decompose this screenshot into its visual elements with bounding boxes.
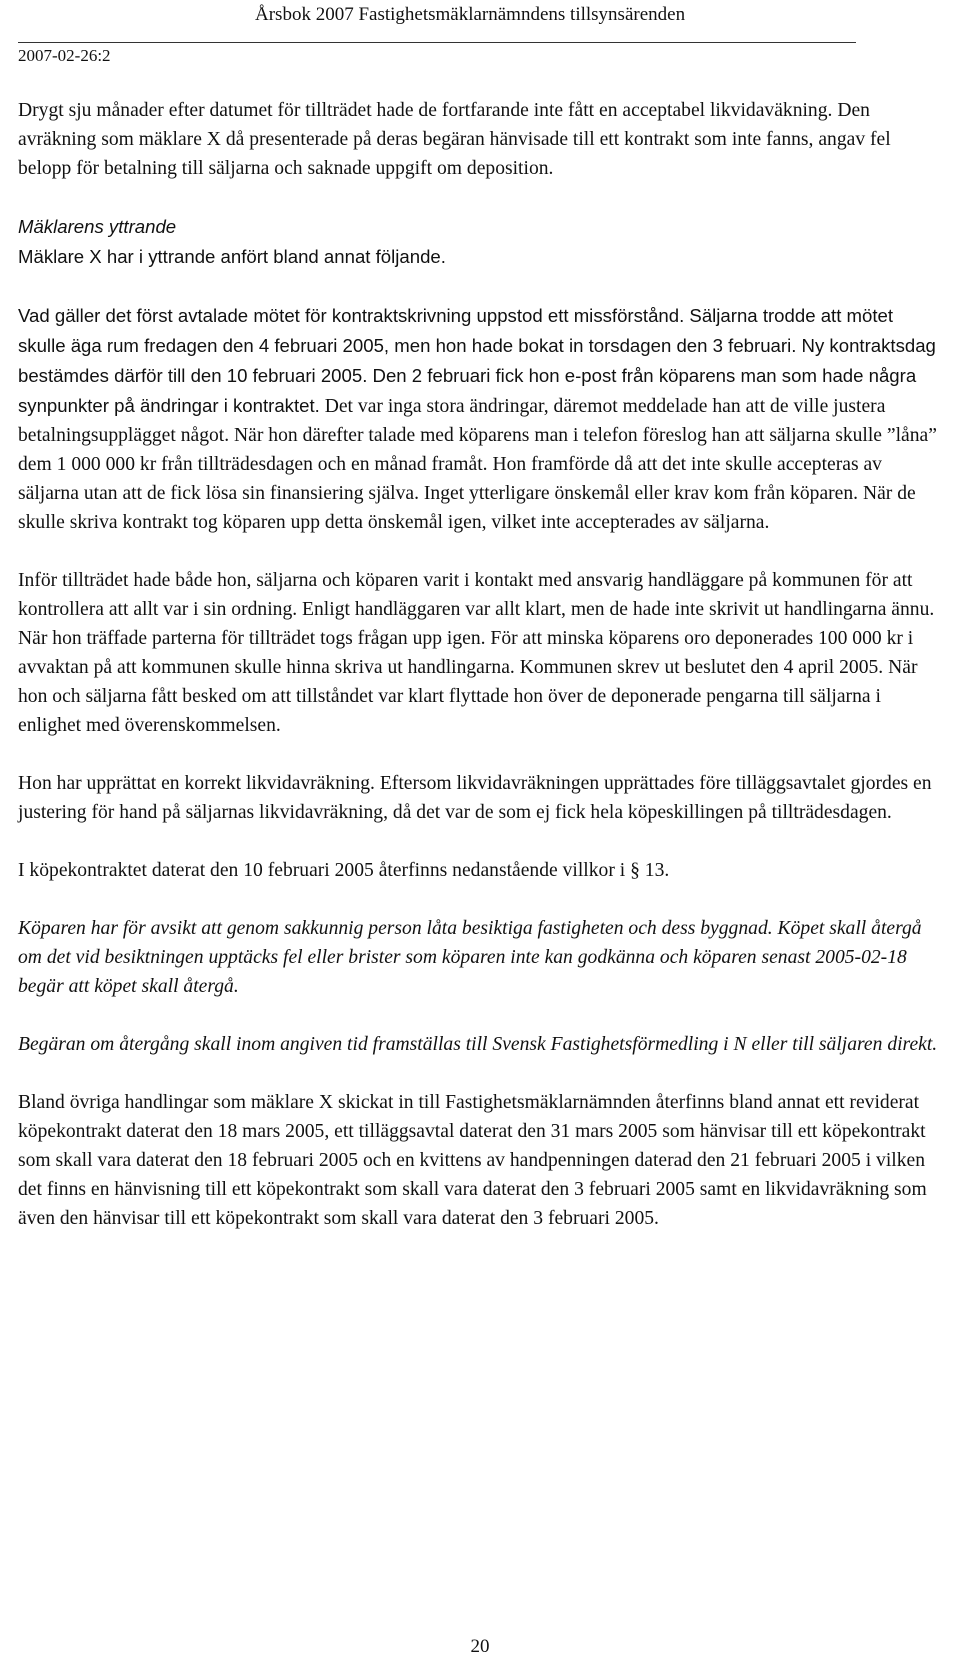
paragraph-contract-clause: I köpekontraktet daterat den 10 februari 2005 återfinns nedanstående villkor i § 13.: [18, 860, 670, 881]
header-divider: [18, 42, 856, 43]
page-number: 20: [470, 1636, 490, 1657]
paragraph-background: Drygt sju månader efter datumet för tillträdet hade de fortfarande inte fått en acceptabel likvidaväkning. Den avräkning som mäklare X då presenterade på deras begäran hänvisade till ett kontrakt som inte fanns, angav fel belopp för betalning till säljarna och saknade uppgift om deposition.: [18, 100, 891, 179]
quoted-clause-inspection: Köparen har för avsikt att genom sakkunnig person låta besiktiga fastigheten och dess byggnad. Köpet skall återgå om det vid besiktningen upptäcks fel eller brister som köparen inte kan godkänna och köparen senast 2005-02-18 begär att köpet skall återgå.: [18, 918, 922, 997]
paragraph-intro: Mäklare X har i yttrande anfört bland annat följande.: [18, 246, 446, 267]
document-body: [18, 96, 938, 1262]
quoted-clause-rescission: Begäran om återgång skall inom angiven tid framställas till Svensk Fastighetsförmedling i N eller till säljaren direkt.: [18, 1034, 938, 1055]
paragraph-settlement: Hon har upprättat en korrekt likvidavräkning. Eftersom likvidavräkningen upprättades före tilläggsavtalet gjordes en justering för hand på säljarnas likvidavräkning, då det var de som ej fick hela köpeskillingen på tillträdesdagen.: [18, 773, 932, 823]
case-date-reference: 2007-02-26:2: [18, 46, 111, 65]
section-heading-maklarens-yttrande: Mäklarens yttrande: [18, 216, 177, 237]
paragraph-other-documents: Bland övriga handlingar som mäklare X skickat in till Fastighetsmäklarnämnden återfinns bland annat ett reviderat köpekontrakt daterat den 18 mars 2005, ett tilläggsavtal daterat den 31 mars 2005 som hänvisar till ett köpekontrakt som skall vara daterat den 18 februari 2005 och en kvittens av handpenningen daterad den 21 februari 2005 i vilken det finns en hänvisning till ett köpekontrakt som skall vara daterat den 3 februari 2005 samt en likvidavräkning som även den hänvisar till ett köpekontrakt som skall vara daterat den 3 februari 2005.: [18, 1092, 927, 1229]
paragraph-takeover: Inför tillträdet hade både hon, säljarna och köparen varit i kontakt med ansvarig handläggare på kommunen för att kontrollera att allt var i sin ordning. Enligt handläggaren var allt klart, men de hade inte skrivit ut handlingarna ännu. När hon träffade parterna för tillträdet togs frågan upp igen. För att minska köparens oro deponerades 100 000 kr i avvaktan på att kommunen skulle hinna skriva ut handlingarna. Kommunen skrev ut beslutet den 4 april 2005. När hon och säljarna fått besked om att tillståndet var klart flyttade hon över de deponerade pengarna till säljarna i enlighet med överenskommelsen.: [18, 570, 935, 736]
paragraph-meeting: Vad gäller det först avtalade mötet för kontraktskrivning uppstod ett missförstånd. Säljarna trodde att mötet skulle äga rum fredagen den 4 februari 2005, men hon hade bokat in torsdagen den 3 februari. Ny kontraktsdag bestämdes därför till den 10 februari 2005. Den 2 februari fick hon e-post från köparens man som hade några synpunkter på ändringar i kontraktet. Det var inga stora ändringar, däremot meddelade han att de ville justera betalningsupplägget något. När hon därefter talade med köparens man i telefon föreslog han att säljarna skulle ”låna” dem 1 000 000 kr från tillträdesdagen och en månad framåt. Hon framförde då att det inte skulle accepteras av säljarna utan att de fick lösa sin finansiering själva. Inget ytterligare önskemål eller krav kom från köparen. När de skulle skriva kontrakt tog köparen upp detta önskemål igen, vilket inte accepterades av säljarna.: [18, 305, 937, 533]
running-header-title: Årsbok 2007 Fastighetsmäklarnämndens tillsynsärenden: [255, 4, 686, 25]
